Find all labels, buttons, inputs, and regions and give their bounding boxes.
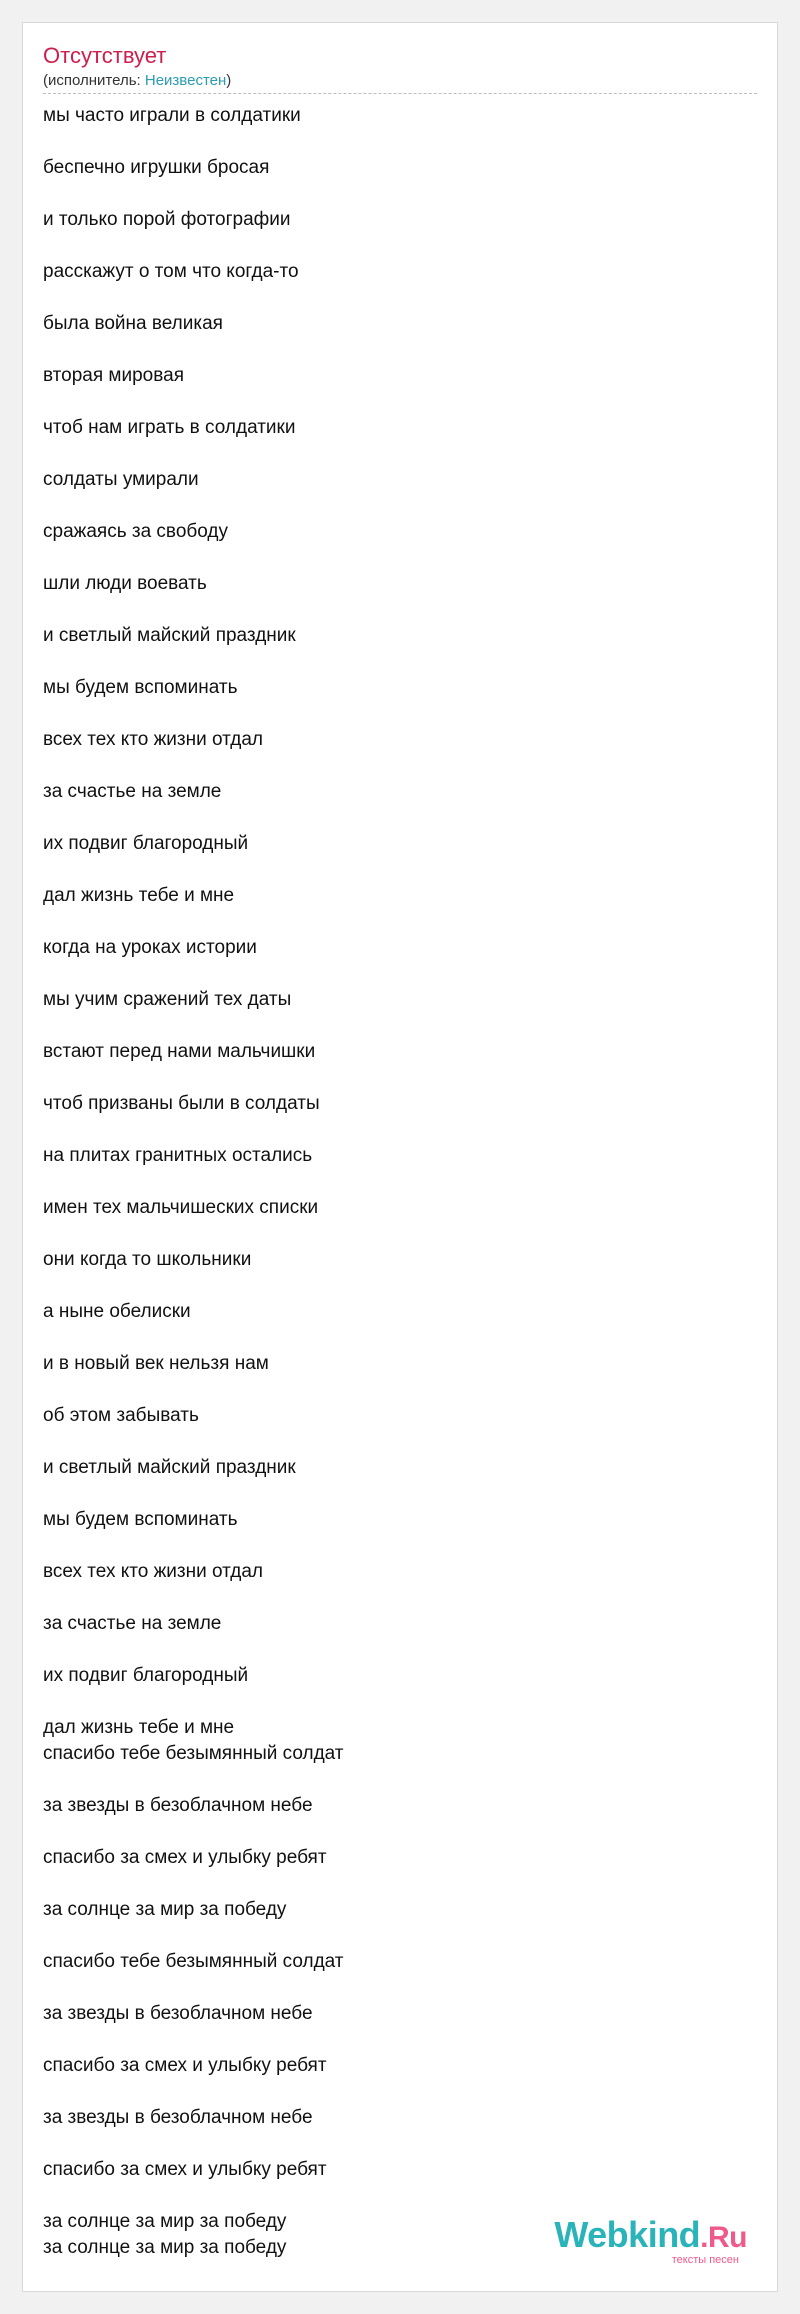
lyric-line: об этом забывать — [43, 1405, 199, 1426]
lyrics-card — [22, 22, 778, 2292]
lyric-line: спасибо тебе безымянный солдат — [43, 1743, 344, 1764]
lyric-line: чтоб нам играть в солдатики — [43, 417, 296, 438]
lyric-line: имен тех мальчишеских списки — [43, 1197, 319, 1218]
lyric-line: вторая мировая — [43, 365, 184, 386]
lyric-line: спасибо за смех и улыбку ребят — [43, 2055, 327, 2076]
title-divider — [43, 93, 757, 94]
lyric-line: они когда то школьники — [43, 1249, 252, 1270]
lyric-line: на плитах гранитных остались — [43, 1145, 313, 1166]
lyric-line: и светлый майский праздник — [43, 1457, 296, 1478]
lyric-line: за звезды в безоблачном небе — [43, 1795, 313, 1816]
logo-main-text: Webkind — [554, 2214, 701, 2255]
lyric-line: была война великая — [43, 313, 223, 334]
lyric-line: спасибо тебе безымянный солдат — [43, 1951, 344, 1972]
lyric-line: мы учим сражений тех даты — [43, 989, 292, 1010]
lyric-line: когда на уроках истории — [43, 937, 257, 958]
logo-tagline: тексты песен — [671, 2254, 739, 2266]
lyric-line: их подвиг благородный — [43, 833, 249, 854]
lyric-line: дал жизнь тебе и мне — [43, 1717, 235, 1738]
lyric-line: расскажут о том что когда-то — [43, 261, 299, 282]
lyric-line: сражаясь за свободу — [43, 521, 228, 542]
lyric-line: за счастье на земле — [43, 1613, 222, 1634]
lyric-line: мы будем вспоминать — [43, 1509, 238, 1530]
lyric-line: за счастье на земле — [43, 781, 222, 802]
lyric-line: спасибо за смех и улыбку ребят — [43, 2159, 327, 2180]
lyric-line: и светлый майский праздник — [43, 625, 296, 646]
lyric-line: солдаты умирали — [43, 469, 199, 490]
lyric-line: за солнце за мир за победу — [43, 2211, 287, 2232]
lyric-line: за солнце за мир за победу — [43, 1899, 287, 1920]
lyric-line: мы часто играли в солдатики — [43, 105, 301, 126]
lyric-line: за звезды в безоблачном небе — [43, 2107, 313, 2128]
lyric-line: шли люди воевать — [43, 573, 207, 594]
lyric-line: за солнце за мир за победу — [43, 2237, 287, 2258]
song-title: Отсутствует — [43, 43, 167, 68]
lyric-line: а ныне обелиски — [43, 1301, 191, 1322]
webkind-logo[interactable] — [554, 2214, 747, 2266]
lyric-line: и только порой фотографии — [43, 209, 291, 230]
logo-tld: .Ru — [700, 2221, 747, 2254]
lyric-line: встают перед нами мальчишки — [43, 1041, 316, 1062]
lyric-line: мы будем вспоминать — [43, 677, 238, 698]
lyric-line: и в новый век нельзя нам — [43, 1353, 269, 1374]
lyric-line: дал жизнь тебе и мне — [43, 885, 235, 906]
lyric-line: за звезды в безоблачном небе — [43, 2003, 313, 2024]
lyric-line: беспечно игрушки бросая — [43, 157, 270, 178]
artist-link[interactable]: Неизвестен — [144, 72, 227, 89]
lyric-line: их подвиг благородный — [43, 1665, 249, 1686]
lyric-line: всех тех кто жизни отдал — [43, 729, 263, 750]
artist-line — [43, 72, 231, 90]
artist-prefix: (исполнитель: — [43, 72, 145, 89]
lyric-line: спасибо за смех и улыбку ребят — [43, 1847, 327, 1868]
lyric-line: всех тех кто жизни отдал — [43, 1561, 263, 1582]
lyric-line: чтоб призваны были в солдаты — [43, 1093, 320, 1114]
artist-suffix: ) — [226, 72, 232, 89]
